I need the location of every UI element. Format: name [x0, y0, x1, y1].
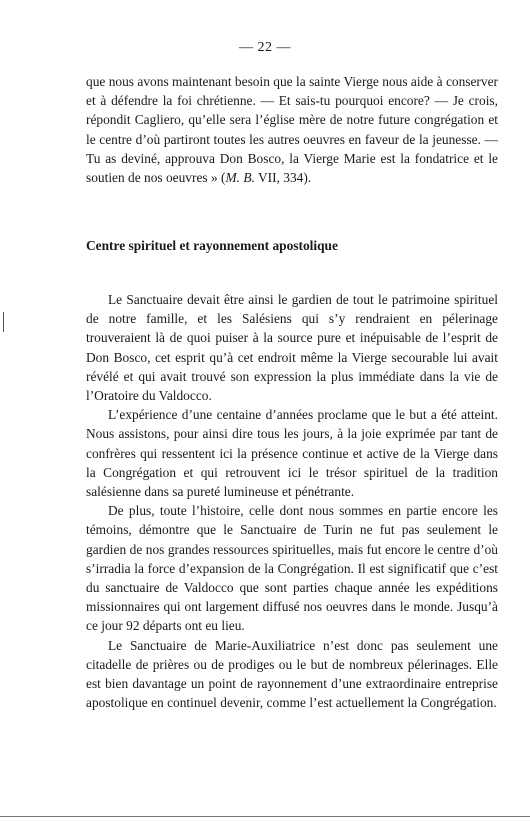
intro-text: que nous avons maintenant besoin que la sainte Vierge nous aide à conserver et à défendre la foi chrétienne. — Et sais-tu pourquoi encore? — Je crois, répondit Cagliero, qu’elle sera l’église mère de notre future congrégation et le centre d’où partiront toutes les autres oeuvres en faveur de la jeunesse. — Tu as deviné, approuva Don Bosco, la Vierge Marie est la fondatrice et le soutien de nos oeuvres » ( — [86, 74, 498, 186]
intro-reference: M. B. — [225, 170, 255, 186]
page-number: — 22 — — [239, 40, 291, 55]
section-body — [86, 290, 498, 712]
margin-mark — [3, 312, 4, 332]
paragraph-4: Le Sanctuaire de Marie-Auxiliatrice n’est donc pas seulement une citadelle de prières ou de prodiges ou le but de nombreux pélerinages. Elle est bien davantage un point de rayonnement d’une extraordinaire entreprise apostolique en continuel devenir, comme l’est actuellement la Congrégation. — [86, 637, 498, 711]
intro-text-end: VII, 334). — [254, 170, 312, 186]
paragraph-3: De plus, toute l’histoire, celle dont nous sommes en partie encore les témoins, démontre que le Sanctuaire de Turin ne fut pas seulement le gardien de nos grandes ressources spirituelles, mais fut encore le centre d’où s’irradia la force d’expansion de la Congrégation. Il est significatif que c’est du sanctuaire de Valdocco que sont parties chaque année les expéditions missionnaires qui ont largement diffusé nos oeuvres dans le monde. Jusqu’à ce jour 92 départs ont eu lieu. — [86, 503, 498, 634]
paragraph-1: Le Sanctuaire devait être ainsi le gardien de tout le patrimoine spirituel de notre famille, et les Salésiens qui s’y rendraient en pélerinage trouveraient là de quoi puiser à la source pure et inépuisable de l’esprit de Don Bosco, cet esprit qu’à cet endroit même la Vierge secourable lui avait révélé et qui avait trouvé son expression la plus immédiate dans la vie de l’Oratoire du Valdocco. — [86, 292, 498, 404]
intro-paragraph — [86, 72, 498, 187]
section-heading: Centre spirituel et rayonnement apostolique — [86, 238, 338, 253]
bottom-rule — [0, 816, 530, 817]
paragraph-2: L’expérience d’une centaine d’années proclame que le but a été atteint. Nous assistons, pour ainsi dire tous les jours, à la joie exprimée par tant de confrères qui ressentent ici la présence continue et active de la Vierge dans la Congrégation et qui retrouvent ici le trésor spirituel de la tradition salésienne dans sa pureté lumineuse et pénétrante. — [86, 407, 498, 500]
